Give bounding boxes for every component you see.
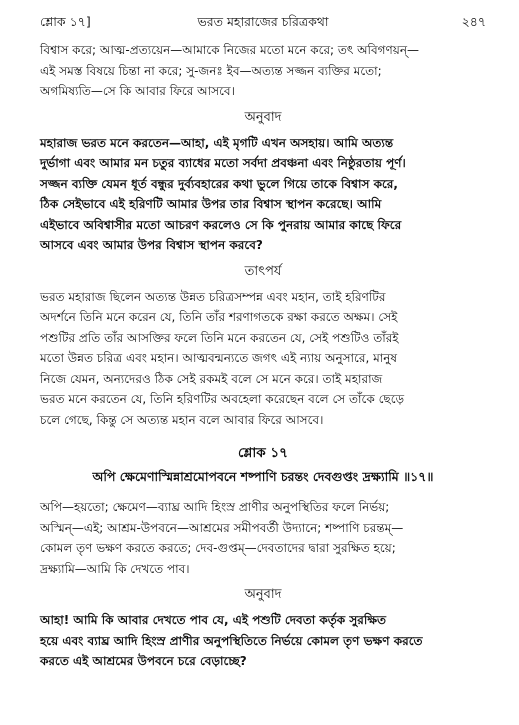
page-body <box>40 40 486 672</box>
synonyms-continued <box>40 40 486 102</box>
text-line: বিশ্বাস করে; আত্ম-প্রত্যয়েন—আমাকে নিজের মতো মনে করে; তৎ অবিগণয়ন্— <box>40 43 419 57</box>
text-line: এই সমস্ত বিষয়ে চিন্তা না করে; সু-জনঃ ইব—অত্যন্ত সজ্জন ব্যক্তির মতো; <box>40 63 382 78</box>
text-line: নিজে যেমন, অন্যদেরও ঠিক সেই রকমই বলে সে মনে করে। তাই মহারাজ <box>40 371 383 386</box>
text-line: আহা! আমি কি আবার দেখতে পাব যে, এই পশুটি দেবতা কর্তৃক সুরক্ষিত <box>40 613 387 627</box>
text-line: ভরত মহারাজ ছিলেন অত্যন্ত উন্নত চরিত্রসম্পন্ন এবং মহান, তাই হরিণটির <box>40 289 386 304</box>
text-line: ঠিক সেইভাবে এই হরিণটি আমার উপর তার বিশ্বাস স্থাপন করেছে। আমি <box>40 197 382 211</box>
text-line: কোমল তৃণ ভক্ষণ করতে করতে; দেব-গুপ্তম্—দেবতাদের দ্বারা সুরক্ষিত হয়ে; <box>40 541 396 555</box>
purport-text <box>40 287 486 431</box>
page-header <box>40 14 486 34</box>
text-line: করতে এই আশ্রমের উপবনে চরে বেড়াচ্ছে? <box>40 654 247 668</box>
text-line: মহারাজ ভরত মনে করতেন—আহা, এই মৃগটি এখন অসহায়। আমি অত্যন্ত <box>40 135 394 150</box>
verse-heading: শ্লোক ১৭ <box>238 445 288 461</box>
header-chapter-title: ভরত মহারাজের চরিত্রকথা <box>197 14 329 29</box>
text-line: ভরত মনে করতেন যে, তিনি হরিণটির অবহেলা করেছেন বলে সে তাঁকে ছেড়ে <box>40 392 405 406</box>
synonyms-text <box>40 497 486 579</box>
text-line: অপি—হয়তো; ক্ষেমেণ—ব্যাঘ্র আদি হিংস্র প্রাণীর অনুপস্থিতির ফলে নির্ভয়; <box>40 500 390 514</box>
translation-heading: অনুবাদ <box>244 109 282 125</box>
text-line: এইভাবে অবিশ্বাসীর মতো আচরণ করলেও সে কি পুনরায় আমার কাছে ফিরে <box>40 217 402 232</box>
text-line: দ্রক্ষ্যামি—আমি কি দেখতে পাব। <box>40 561 190 576</box>
translation-text <box>40 133 486 256</box>
text-line: মতো উন্নত চরিত্র এবং মহান। আত্মবন্মন্যতে জগৎ এই ন্যায় অনুসারে, মানুষ <box>40 351 398 365</box>
text-line: অদর্শনে তিনি মনে করেন যে, তিনি তাঁর শরণাগতকে রক্ষা করতে অক্ষম। সেই <box>40 310 398 324</box>
text-line: সজ্জন ব্যক্তি যেমন ধূর্ত বন্ধুর দুর্ব্যবহারের কথা ভুলে গিয়ে তাকে বিশ্বাস করে, <box>40 176 398 191</box>
text-line: দুর্ভাগা এবং আমার মন চতুর ব্যাধের মতো সর্বদা প্রবঞ্চনা এবং নিষ্ঠুরতায় পূর্ণ। <box>40 156 406 170</box>
text-line: আসবে এবং আমার উপর বিশ্বাস স্থাপন করবে? <box>40 238 263 252</box>
translation-text-2 <box>40 610 486 672</box>
text-line: হয়ে এবং ব্যাঘ্র আদি হিংস্র প্রাণীর অনুপস্থিতিতে নির্ভয়ে কোমল তৃণ ভক্ষণ করতে <box>40 633 423 648</box>
text-line: পশুটির প্রতি তাঁর আসক্তির ফলে তিনি মনে করতেন যে, সেই পশুটিও তাঁরই <box>40 330 399 345</box>
verse-text: অপি ক্ষেমেণাস্মিন্নাশ্রমোপবনে শষ্পাণি চরন্তং দেবগুপ্তং দ্রক্ষ্যামি ॥১৭॥ <box>92 469 434 484</box>
purport-heading: তাৎপর্য <box>244 263 282 279</box>
text-line: চলে গেছে, কিন্তু সে অত্যন্ত মহান বলে আবার ফিরে আসবে। <box>40 412 324 427</box>
text-line: অস্মিন্—এই; আশ্রম-উপবনে—আশ্রমের সমীপবর্তী উদ্যানে; শষ্পাণি চরন্তম্— <box>40 520 404 535</box>
text-line: অগমিষ্যতি—সে কি আবার ফিরে আসবে। <box>40 84 235 98</box>
header-verse-ref: শ্লোক ১৭] <box>40 14 91 29</box>
translation-heading-2: অনুবাদ <box>244 587 282 602</box>
header-page-number: ২৪৭ <box>461 14 486 29</box>
